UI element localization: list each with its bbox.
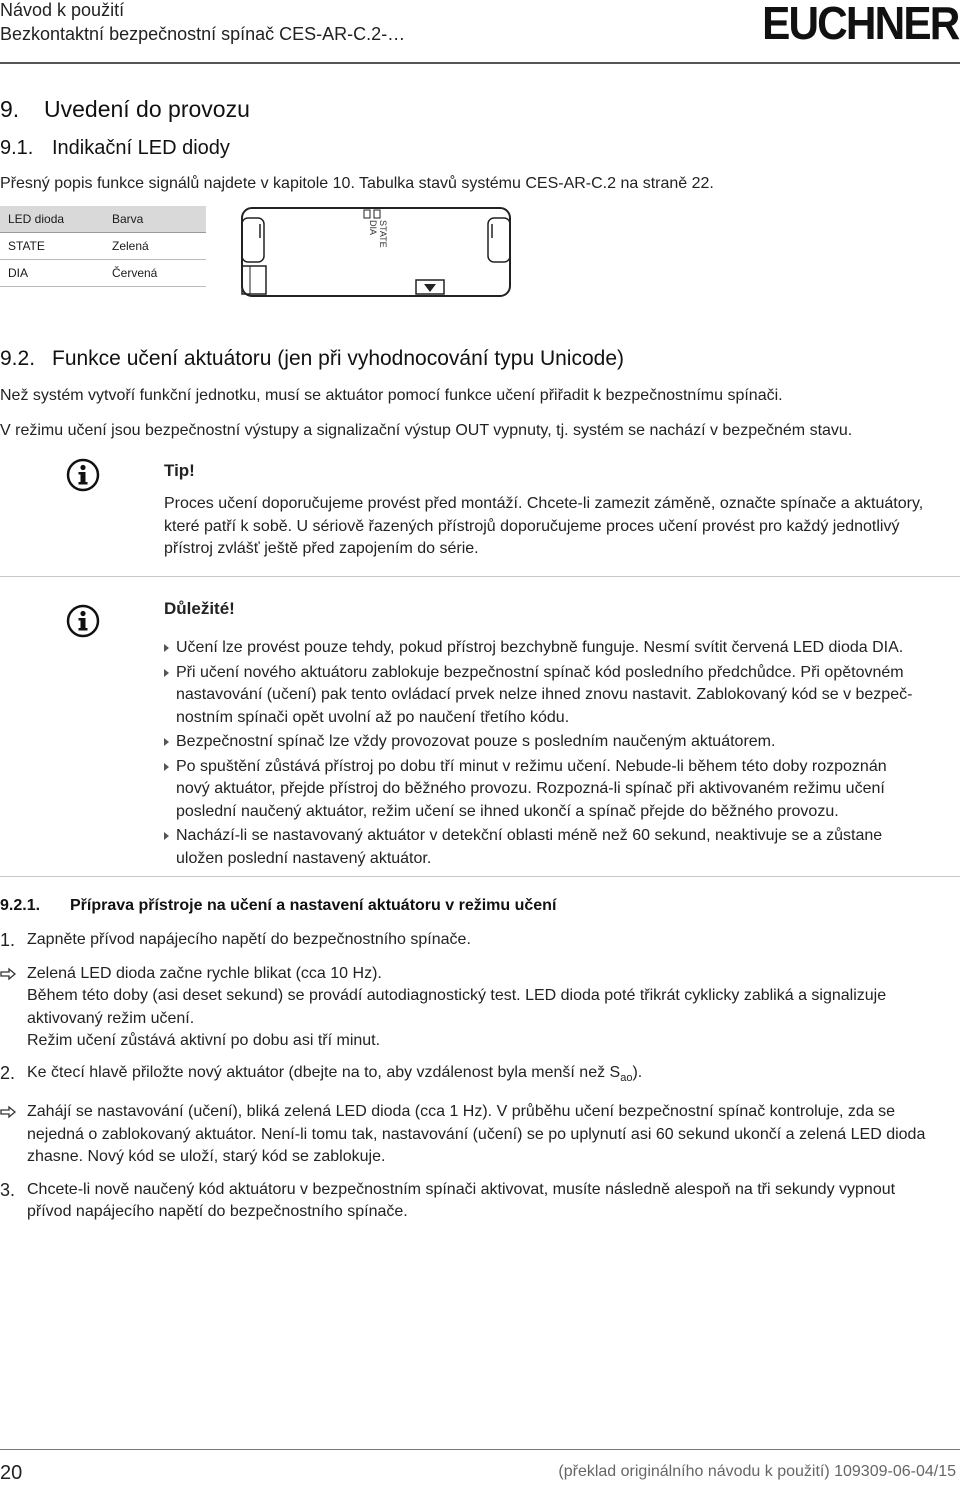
step-number: 2. xyxy=(0,1062,16,1083)
footer-document-id: (překlad originálního návodu k použití) 109309-06-04/15 xyxy=(558,1463,956,1480)
cell-led: DIA xyxy=(8,266,29,280)
procedure-steps xyxy=(0,929,960,1224)
table-row xyxy=(0,260,206,287)
list-item: Po spuštění zůstává přístroj po dobu tří minut v režimu učení. Nebude-li během této doby rozpoznán nový aktuátor, přejde přístroj do běžného provozu. Rozpozná-li spínač při aktivovaném režimu učení poslední naučený aktuátor, režim učení se ihned ukončí a spínač přejde do běžného provozu. xyxy=(164,756,956,824)
section-9-1-heading xyxy=(0,137,230,160)
section-title: Příprava přístroje na učení a nastavení aktuátoru v režimu učení xyxy=(70,897,557,914)
led-table xyxy=(0,206,206,287)
step-1: 1. Zapněte přívod napájecího napětí do bezpečnostního spínače. xyxy=(0,930,471,950)
bullet-triangle-icon xyxy=(164,669,169,677)
tip-line: přístroj zvlášť ještě před zapojením do série. xyxy=(164,540,479,557)
tip-line: Proces učení doporučujeme provést před montáží. Chcete-li zamezit záměně, označte spínače a aktuátory, xyxy=(164,495,924,512)
bullet-triangle-icon xyxy=(164,832,169,840)
tip-heading: Tip! xyxy=(164,461,195,480)
label-dia: DIA xyxy=(368,220,378,236)
section-9-2-heading xyxy=(0,347,624,371)
switch-device-drawing xyxy=(236,204,516,300)
cell-color: Zelená xyxy=(112,239,149,253)
list-item: Učení lze provést pouze tehdy, pokud přístroj bezchybně funguje. Nesmí svítit červená LED dioda DIA. xyxy=(164,637,956,660)
section-title: Uvedení do provozu xyxy=(44,96,250,122)
led-table-header xyxy=(0,206,206,233)
bullet-triangle-icon xyxy=(164,644,169,652)
important-heading: Důležité! xyxy=(164,599,235,618)
section-9-2-1-heading xyxy=(0,897,556,915)
list-item: Bezpečnostní spínač lze vždy provozovat pouze s posledním naučeným aktuátorem. xyxy=(164,731,956,754)
label-state: STATE xyxy=(378,220,388,248)
tip-bottom-rule xyxy=(0,576,960,577)
table-row xyxy=(0,233,206,260)
header-led: LED dioda xyxy=(8,212,65,226)
step-number: 3. xyxy=(0,1179,16,1200)
important-bottom-rule xyxy=(0,876,960,877)
header-rule xyxy=(0,62,960,64)
info-icon xyxy=(66,604,100,638)
section-title: Funkce učení aktuátoru (jen při vyhodnocování typu Unicode) xyxy=(52,347,624,370)
tip-body xyxy=(164,493,960,561)
section-number: 9.2. xyxy=(0,347,36,370)
step-3: 3. Chcete-li nově naučený kód aktuátoru v bezpečnostním spínači aktivovat, musíte následně alespoň na tři sekundy vypnout přívod napájecího napětí do bezpečnostního spínače. xyxy=(0,1179,896,1221)
step-number: 1. xyxy=(0,930,16,950)
cell-color: Červená xyxy=(112,266,158,280)
info-icon xyxy=(66,458,100,492)
section-9-2-paragraph-1: Než systém vytvoří funkční jednotku, musí se aktuátor pomocí funkce učení přiřadit k bezpečnostnímu spínači. xyxy=(0,387,783,404)
step-result: Zahájí se nastavování (učení), bliká zelená LED dioda (cca 1 Hz). V průběhu učení bezpečnostní spínač kontroluje, zda se nejedná o zablokovaný aktuátor. Není-li tomu tak, nastavování (učení) se po uplynutí asi 60 sekund ukončí a zelená LED dioda zhasne. Nový kód se uloží, starý kód se zablokuje. xyxy=(0,1101,960,1169)
list-item: Nachází-li se nastavovaný aktuátor v detekční oblasti méně než 60 sekund, neaktivuje se a zůstane uložen poslední nastavený aktuátor. xyxy=(164,825,956,870)
section-9-heading xyxy=(0,96,250,123)
section-number: 9.1. xyxy=(0,137,34,159)
footer-rule xyxy=(0,1449,960,1450)
result-arrow-icon xyxy=(0,1105,16,1119)
bullet-triangle-icon xyxy=(164,763,169,771)
page-number: 20 xyxy=(0,1462,23,1484)
tip-line: které patří k sobě. U sériově řazených přístrojů doporučujeme proces učení provést pro každý jednotlivý xyxy=(164,517,900,535)
bullet-triangle-icon xyxy=(164,738,169,746)
result-arrow-icon xyxy=(0,967,16,981)
euchner-logo: EUCHNER xyxy=(761,0,958,49)
list-item: Při učení nového aktuátoru zablokuje bezpečnostní spínač kód posledního předchůdce. Při opětovném nastavování (učení) pak tento ovládací prvek nelze ihned znovu nastavit. Zablokovaný kód se v bezpeč- nostním spínači opět uvolní až po naučení třetího kódu. xyxy=(164,662,956,730)
section-number: 9.2.1. xyxy=(0,897,41,914)
important-bullet-list xyxy=(164,637,956,872)
step-result: Zelená LED dioda začne rychle blikat (cca 10 Hz). Během této doby (asi deset sekund) se provádí autodiagnostický test. LED dioda poté třikrát cyklicky zabliká a signalizuje aktivovaný režim učení. Režim učení zůstává aktivní po dobu asi tří minut. xyxy=(0,963,960,1053)
section-9-1-text: Přesný popis funkce signálů najdete v kapitole 10. Tabulka stavů systému CES-AR-C.2 na straně 22. xyxy=(0,175,714,192)
header-color: Barva xyxy=(112,212,144,226)
cell-led: STATE xyxy=(8,239,45,253)
step-2: 2. Ke čtecí hlavě přiložte nový aktuátor (dbejte na to, aby vzdálenost byla menší než $S_{ao}$). xyxy=(0,1062,643,1084)
document-subtitle: Bezkontaktní bezpečnostní spínač CES-AR-C.2-… xyxy=(0,24,406,44)
section-title: Indikační LED diody xyxy=(52,137,230,159)
section-9-2-paragraph-2: V režimu učení jsou bezpečnostní výstupy a signalizační výstup OUT vypnuty, tj. systém se nachází v bezpečném stavu. xyxy=(0,422,853,439)
section-number: 9. xyxy=(0,96,20,122)
document-title: Návod k použití xyxy=(0,0,125,20)
